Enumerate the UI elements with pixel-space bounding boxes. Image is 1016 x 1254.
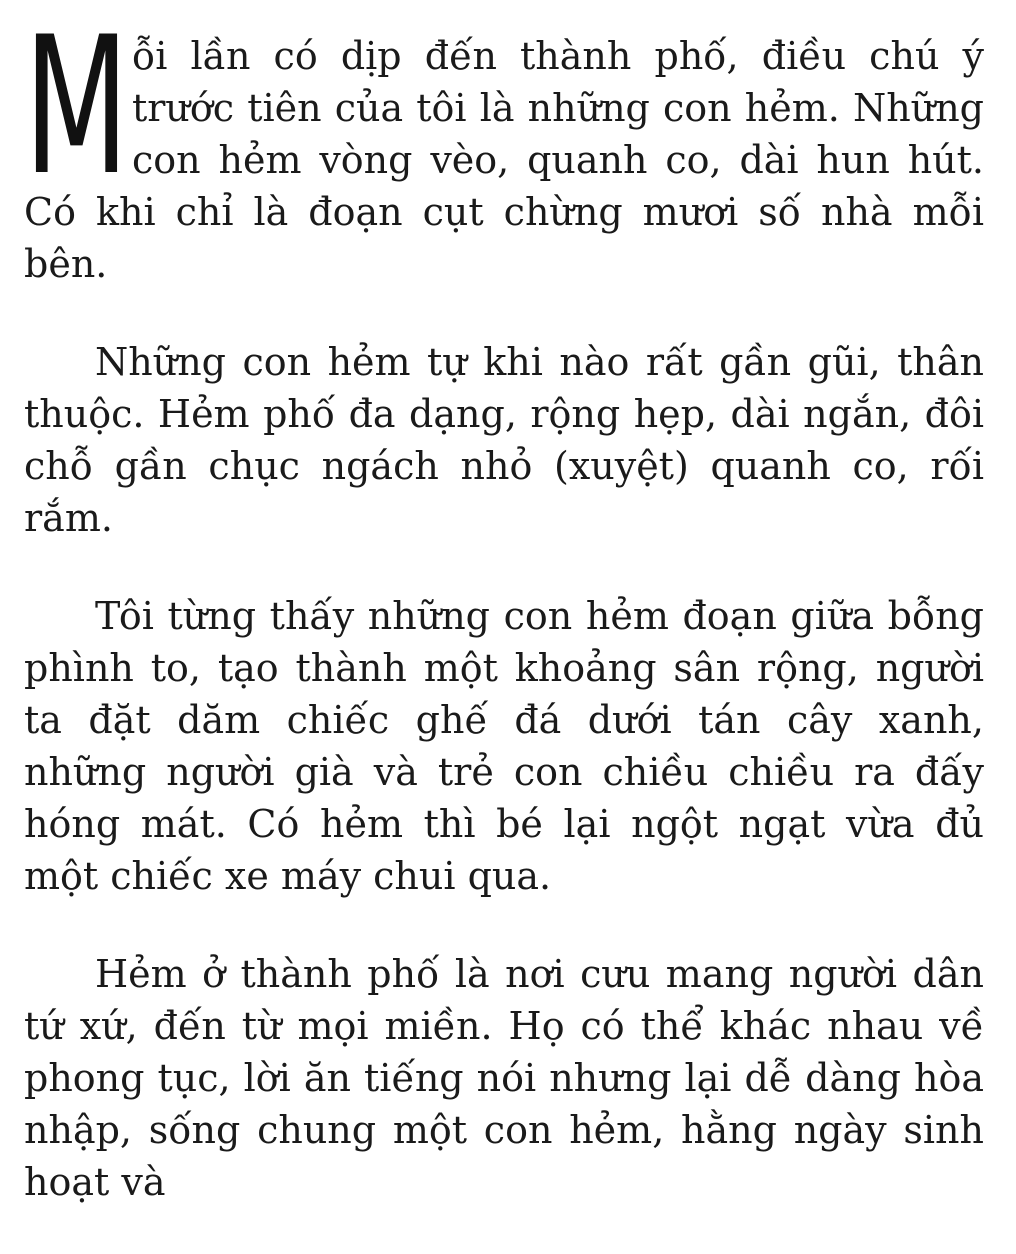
paragraph-1 [24, 0, 984, 290]
paragraph-3: Tôi từng thấy những con hẻm đoạn giữa bỗng phình to, tạo thành một khoảng sân rộng, người ta đặt dăm chiếc ghế đá dưới tán cây xanh, những người già và trẻ con chiều chiều ra đấy hóng mát. Có hẻm thì bé lại ngột ngạt vừa đủ một chiếc xe máy chui qua. [24, 594, 984, 898]
drop-cap: M [24, 0, 129, 217]
document-page [24, 0, 984, 1254]
paragraph-1-text: ỗi lần có dịp đến thành phố, điều chú ý trước tiên của tôi là những con hẻm. Những con hẻm vòng vèo, quanh co, dài hun hút. Có khi chỉ là đoạn cụt chừng mươi số nhà mỗi bên. [24, 34, 984, 286]
paragraph-4: Hẻm ở thành phố là nơi cưu mang người dân tứ xứ, đến từ mọi miền. Họ có thể khác nhau về phong tục, lời ăn tiếng nói nhưng lại dễ dàng hòa nhập, sống chung một con hẻm, hằng ngày sinh hoạt và [24, 952, 984, 1204]
paragraph-2: Những con hẻm tự khi nào rất gần gũi, thân thuộc. Hẻm phố đa dạng, rộng hẹp, dài ngắn, đôi chỗ gần chục ngách nhỏ (xuyệt) quanh co, rối rắm. [24, 340, 984, 540]
